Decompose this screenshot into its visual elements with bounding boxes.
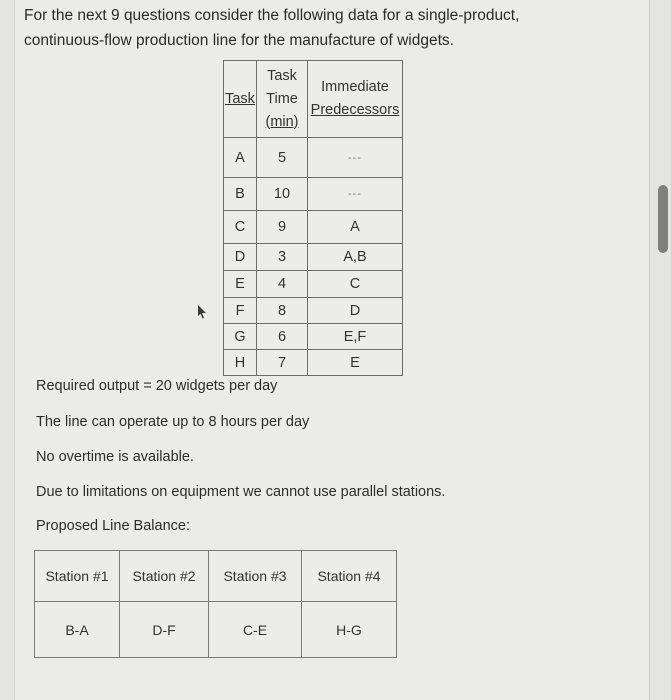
task-cell: F <box>224 298 257 324</box>
predecessor-cell: --- <box>308 178 403 211</box>
station-1-header: Station #1 <box>35 551 120 602</box>
task-cell: C <box>224 211 257 244</box>
predecessor-cell: E,F <box>308 324 403 350</box>
vertical-scrollbar[interactable] <box>658 185 668 253</box>
time-cell: 3 <box>257 244 308 271</box>
line-balance-header-row <box>35 551 397 602</box>
table-row <box>224 350 403 376</box>
task-cell: A <box>224 138 257 178</box>
header-pred-line1: Immediate <box>321 79 389 95</box>
predecessor-cell: E <box>308 350 403 376</box>
task-cell: G <box>224 324 257 350</box>
time-cell: 7 <box>257 350 308 376</box>
station-4-header: Station #4 <box>302 551 397 602</box>
station-3-tasks: C-E <box>209 602 302 658</box>
intro-line-2: continuous-flow production line for the manufacture of widgets. <box>24 32 454 49</box>
header-predecessors <box>308 61 403 138</box>
time-cell: 6 <box>257 324 308 350</box>
table-row <box>224 138 403 178</box>
task-cell: B <box>224 178 257 211</box>
header-task-label: Task <box>225 90 255 107</box>
table-row <box>224 211 403 244</box>
parallel-stations-text: Due to limitations on equipment we cannot use parallel stations. <box>36 484 446 500</box>
time-cell: 10 <box>257 178 308 211</box>
intro-text <box>24 3 584 53</box>
predecessor-cell: C <box>308 271 403 298</box>
table-row <box>224 244 403 271</box>
station-4-tasks: H-G <box>302 602 397 658</box>
task-cell: H <box>224 350 257 376</box>
task-cell: D <box>224 244 257 271</box>
intro-line-1: For the next 9 questions consider the following data for a single-product, <box>24 7 520 24</box>
line-balance-table <box>34 550 397 658</box>
predecessor-cell: D <box>308 298 403 324</box>
proposed-line-balance-label: Proposed Line Balance: <box>36 518 190 534</box>
task-cell: E <box>224 271 257 298</box>
time-cell: 5 <box>257 138 308 178</box>
header-task <box>224 61 257 138</box>
station-2-header: Station #2 <box>120 551 209 602</box>
table-row <box>224 298 403 324</box>
station-2-tasks: D-F <box>120 602 209 658</box>
table-row <box>224 178 403 211</box>
time-cell: 4 <box>257 271 308 298</box>
header-task-time <box>257 61 308 138</box>
task-table-header <box>224 61 403 138</box>
overtime-text: No overtime is available. <box>36 449 194 465</box>
header-pred-line2: Predecessors <box>310 102 400 118</box>
predecessor-cell: A,B <box>308 244 403 271</box>
header-time-line3: (min) <box>265 113 299 130</box>
predecessor-cell: A <box>308 211 403 244</box>
header-time-line1: Task <box>267 67 297 84</box>
table-row <box>224 324 403 350</box>
line-balance-value-row <box>35 602 397 658</box>
required-output-text: Required output = 20 widgets per day <box>36 378 278 394</box>
time-cell: 8 <box>257 298 308 324</box>
mouse-pointer-icon <box>196 304 208 320</box>
station-3-header: Station #3 <box>209 551 302 602</box>
station-1-tasks: B-A <box>35 602 120 658</box>
header-time-line2: Time <box>266 90 298 107</box>
operating-hours-text: The line can operate up to 8 hours per day <box>36 414 310 430</box>
predecessor-cell: --- <box>308 138 403 178</box>
table-row <box>224 271 403 298</box>
time-cell: 9 <box>257 211 308 244</box>
task-table <box>223 60 403 376</box>
